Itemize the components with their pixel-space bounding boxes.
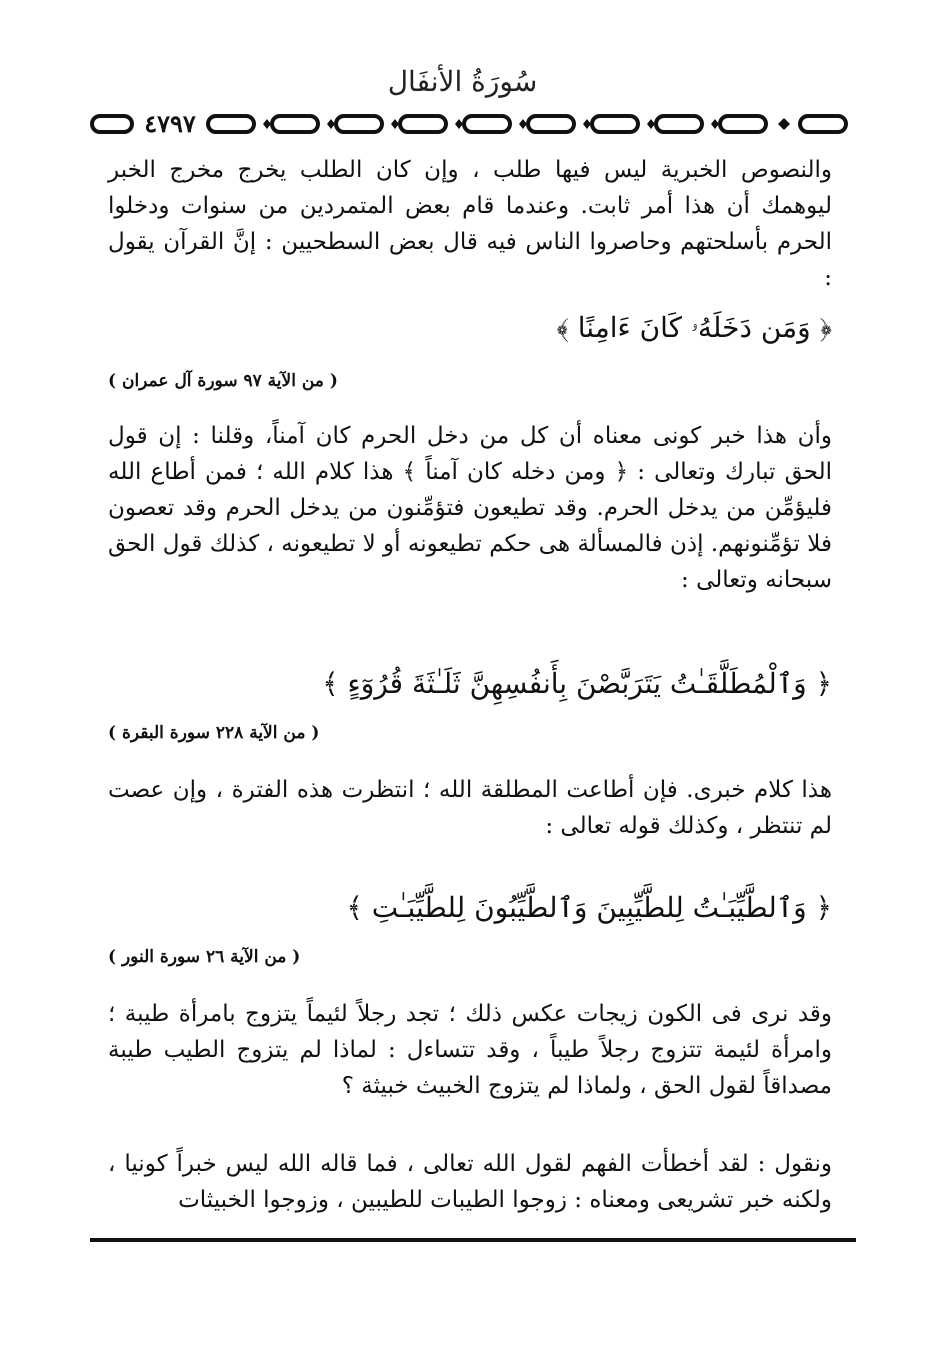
verse-citation-2: ( من الآية ٢٢٨ سورة البقرة ) (108, 723, 320, 743)
verse-citation-1: ( من الآية ٩٧ سورة آل عمران ) (108, 371, 338, 391)
paragraph-3: هذا كلام خبرى. فإن أطاعت المطلقة الله ؛ انتظرت هذه الفترة ، وإن عصت لم تنتظر ، وكذلك قوله تعالى : (108, 777, 832, 839)
surah-title: سُورَةُ الأنفَال (387, 65, 538, 98)
paragraph-2: وأن هذا خبر كونى معناه أن كل من دخل الحرم كان آمناً، وقلنا : إن قول الحق تبارك وتعالى : ﴿ ومن دخله كان آمناً ﴾ هذا كلام الله ؛ فمن أطاع الله فليؤمِّن من يدخل الحرم. وقد تطيعون فتؤمِّنون من يدخل الحرم وقد تعصون فلا تؤمِّنونهم. إذن فالمسألة هى حكم تطيعونه أو لا تطيعونه ، كذلك قول الحق سبحانه وتعالى : (108, 423, 832, 593)
quran-verse-1: ﴿ وَمَن دَخَلَهُۥ كَانَ ءَامِنًا ﴾ (556, 311, 832, 344)
paragraph-4: وقد نرى فى الكون زيجات عكس ذلك ؛ تجد رجلاً لئيماً يتزوج بامرأة طيبة ؛ وامرأة لئيمة تتزوج رجلاً طيباً ، وقد تتساءل : لماذا لم يتزوج الطيب طيبة مصداقاً لقول الحق ، ولماذا لم يتزوج الخبيث خبيثة ؟ (108, 1001, 832, 1099)
footer-rule (90, 1238, 856, 1242)
paragraph-5: ونقول : لقد أخطأت الفهم لقول الله تعالى ، فما قاله الله ليس خبراً كونيا ، ولكنه خبر تشريعى ومعناه : زوجوا الطيبات للطيبين ، وزوجوا الخبيثات (108, 1151, 832, 1213)
quran-verse-2: ﴿ وَٱلْمُطَلَّقَـٰتُ يَتَرَبَّصْنَ بِأَنفُسِهِنَّ ثَلَـٰثَةَ قُرُوٓءٍ ﴾ (322, 667, 832, 700)
paragraph-1: والنصوص الخبرية ليس فيها طلب ، وإن كان الطلب يخرج مخرج الخبر ليوهمك أن هذا أمر ثابت. وعندما قام بعض المتمردين من سنوات ودخلوا الحرم بأسلحتهم وحاصروا الناس فيه قال بعض السطحيين : إنَّ القرآن يقول : (108, 157, 832, 291)
verse-citation-3: ( من الآية ٢٦ سورة النور ) (108, 947, 301, 967)
page-number: ٤٧٩٧ (135, 108, 205, 140)
quran-verse-3: ﴿ وَٱلطَّيِّبَـٰتُ لِلطَّيِّبِينَ وَٱلطَّيِّبُونَ لِلطَّيِّبَـٰتِ ﴾ (346, 891, 832, 924)
